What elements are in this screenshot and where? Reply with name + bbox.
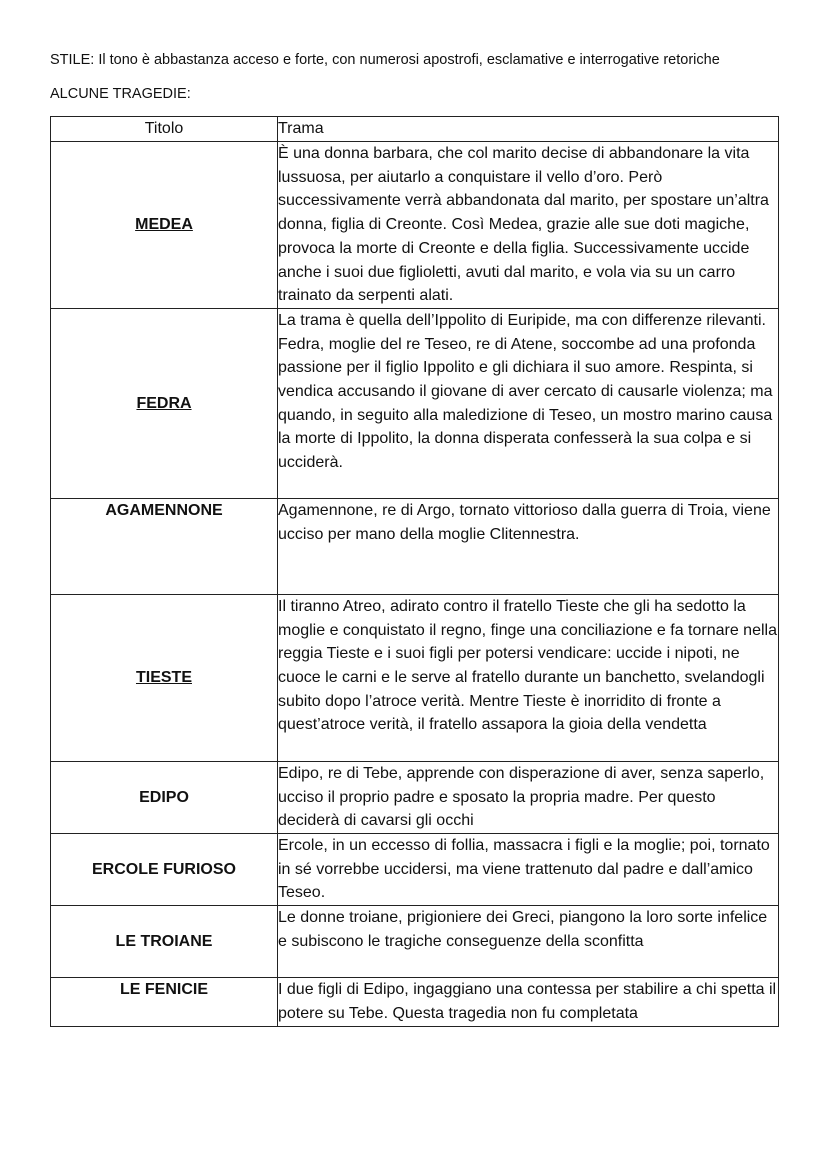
column-header-trama: Trama (278, 117, 779, 142)
table-row (51, 498, 779, 594)
table-row (51, 978, 779, 1026)
titolo-cell (51, 906, 278, 978)
trama-le-fenicie: I due figli di Edipo, ingaggiano una contessa per stabilire a chi spetta il potere su Tebe. Questa tragedia non fu completata (278, 978, 779, 1026)
titolo-ercole-furioso: ERCOLE FURIOSO (91, 860, 236, 878)
titolo-tieste: TIESTE (135, 669, 192, 687)
table-header-row (51, 117, 779, 142)
titolo-le-fenicie: LE FENICIE (119, 981, 208, 999)
titolo-cell (51, 308, 278, 498)
titolo-cell (51, 142, 278, 309)
titolo-edipo: EDIPO (139, 788, 189, 806)
section-heading: ALCUNE TRAGEDIE: (50, 86, 191, 102)
trama-tieste: Il tiranno Atreo, adirato contro il fratello Tieste che gli ha sedotto la moglie e conquistato il regno, finge una conciliazione e fa tornare nella reggia Tieste e i suoi figli per potersi vendicare: uccide i nipoti, ne cuoce le carni e le serve al fratello durante un banchetto, svelandogli subito dopo l’atroce verità. Mentre Tieste è inorridito di fronte a quest’atroce verità, il fratello assapora la gioia della vendetta (278, 594, 779, 761)
table-row (51, 834, 779, 906)
column-header-titolo: Titolo (51, 117, 278, 142)
trama-ercole-furioso: Ercole, in un eccesso di follia, massacra i figli e la moglie; poi, tornato in sé vorrebbe uccidersi, ma viene trattenuto dal padre e dall’amico Teseo. (278, 834, 779, 906)
titolo-medea: MEDEA (135, 216, 193, 234)
titolo-fedra: FEDRA (136, 394, 192, 412)
tragedie-table (50, 116, 779, 1027)
titolo-cell (51, 834, 278, 906)
trama-edipo: Edipo, re di Tebe, apprende con disperazione di aver, senza saperlo, ucciso il proprio padre e sposato la propria madre. Per questo deciderà di cavarsi gli occhi (278, 761, 779, 833)
trama-medea: È una donna barbara, che col marito decise di abbandonare la vita lussuosa, per aiutarlo a conquistare il vello d’oro. Però successivamente verrà abbandonata dal marito, per spostare un’altra donna, figlia di Creonte. Così Medea, grazie alle sue doti magiche, provoca la morte di Creonte e della figlia. Successivamente uccide anche i suoi due figlioletti, avuti dal marito, e vola via su un carro trainato da serpenti alati. (278, 142, 779, 309)
trama-le-troiane: Le donne troiane, prigioniere dei Greci, piangono la loro sorte infelice e subiscono le tragiche conseguenze della sconfitta (278, 906, 779, 978)
titolo-cell (51, 761, 278, 833)
table-row (51, 906, 779, 978)
stile-paragraph: STILE: Il tono è abbastanza acceso e forte, con numerosi apostrofi, esclamative e interrogative retoriche (50, 52, 720, 68)
titolo-cell (51, 594, 278, 761)
titolo-cell (51, 498, 278, 594)
table-row (51, 142, 779, 309)
titolo-le-troiane: LE TROIANE (115, 932, 213, 950)
table-row (51, 308, 779, 498)
titolo-agamennone: AGAMENNONE (105, 501, 223, 519)
trama-agamennone: Agamennone, re di Argo, tornato vittorioso dalla guerra di Troia, viene ucciso per mano della moglie Clitennestra. (278, 498, 779, 594)
titolo-cell (51, 978, 278, 1026)
trama-fedra: La trama è quella dell’Ippolito di Euripide, ma con differenze rilevanti. Fedra, moglie del re Teseo, re di Atene, soccombe ad una profonda passione per il figlio Ippolito e gli dichiara il suo amore. Respinta, si vendica accusando il giovane di aver cercato di causarle violenza; ma quando, in seguito alla maledizione di Teseo, un mostro marino causa la morte di Ippolito, la donna disperata confesserà la sua colpa e si ucciderà. (278, 308, 779, 498)
table-row (51, 761, 779, 833)
table-row (51, 594, 779, 761)
